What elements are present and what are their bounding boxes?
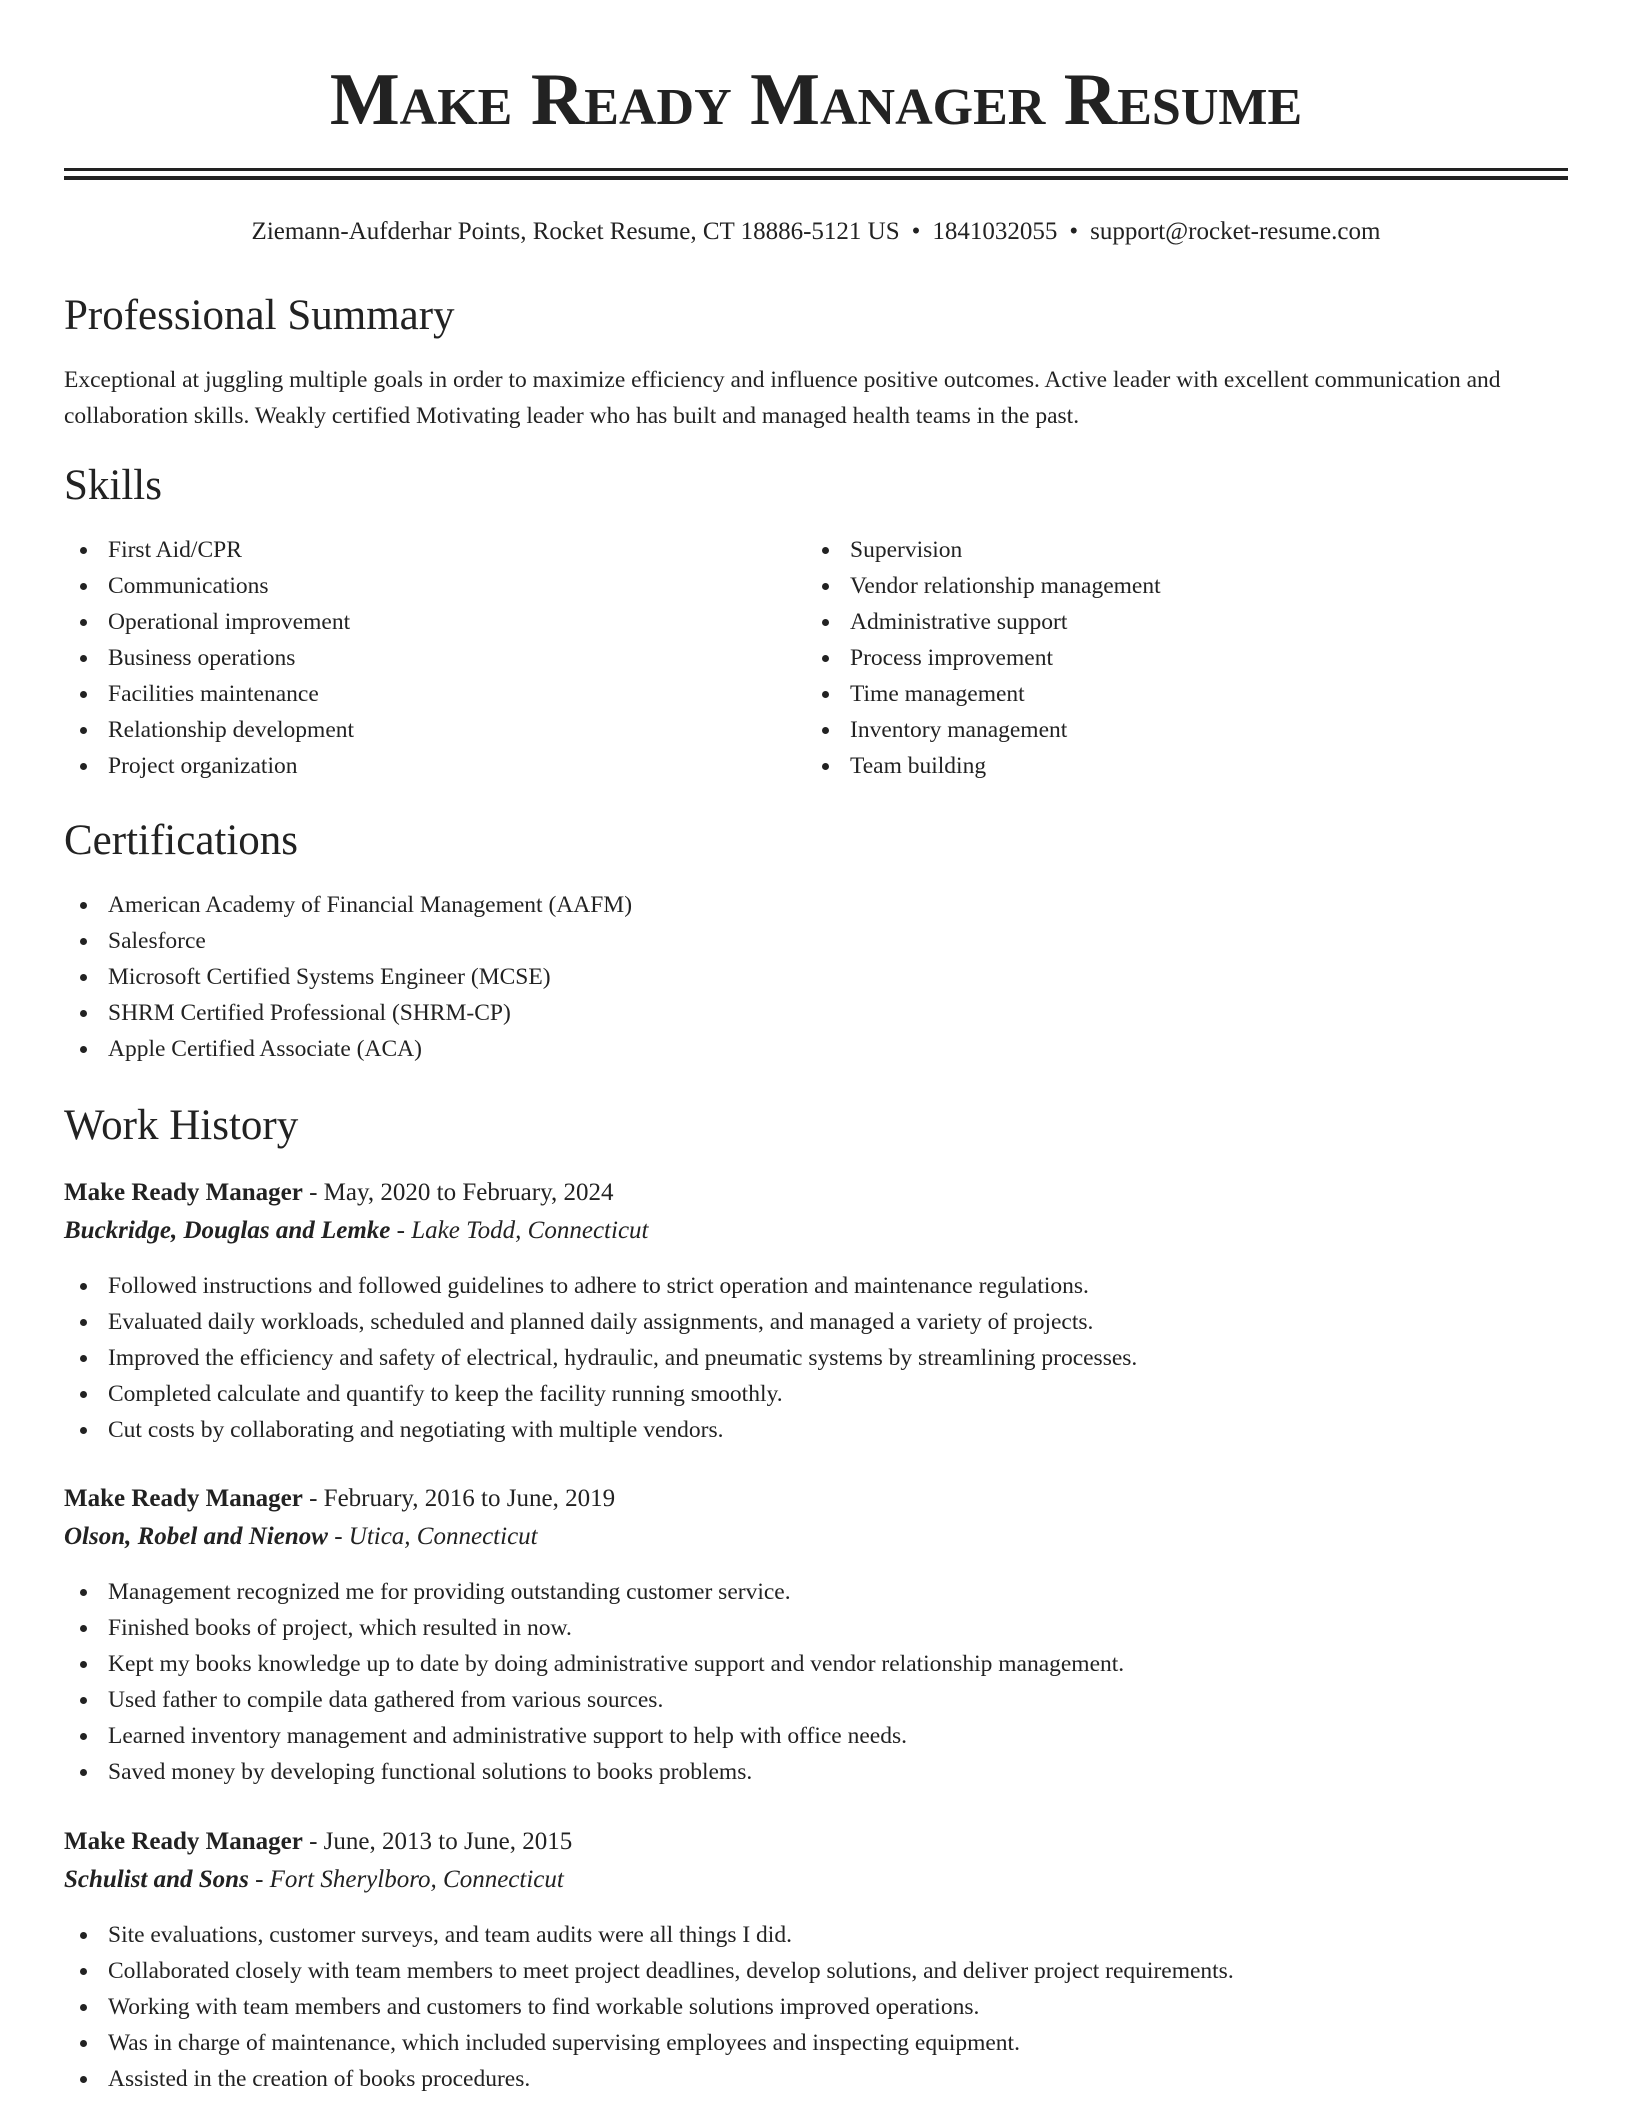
job-company: Buckridge, Douglas and Lemke bbox=[64, 1217, 391, 1244]
contact-line bbox=[64, 214, 1568, 250]
job-bullet: Kept my books knowledge up to date by doing administrative support and vendor relationship management. bbox=[64, 1646, 1124, 1682]
skill-item: Process improvement bbox=[806, 640, 1161, 676]
skill-item: Operational improvement bbox=[64, 604, 354, 640]
skill-item: Project organization bbox=[64, 748, 354, 784]
certification-item: Salesforce bbox=[64, 923, 632, 959]
job-bullet: Cut costs by collaborating and negotiating with multiple vendors. bbox=[64, 1412, 1137, 1448]
job-dates: - June, 2013 to June, 2015 bbox=[302, 1828, 573, 1855]
job-location: - Fort Sherylboro, Connecticut bbox=[248, 1866, 564, 1893]
certification-item: Apple Certified Associate (ACA) bbox=[64, 1031, 632, 1067]
skill-item: Time management bbox=[806, 676, 1161, 712]
certification-item: American Academy of Financial Management (AAFM) bbox=[64, 887, 632, 923]
job-bullet: Improved the efficiency and safety of electrical, hydraulic, and pneumatic systems by streamlining processes. bbox=[64, 1340, 1137, 1376]
job-bullet: Finished books of project, which resulted in now. bbox=[64, 1610, 1124, 1646]
job-bullet: Completed calculate and quantify to keep the facility running smoothly. bbox=[64, 1376, 1137, 1412]
skill-item: First Aid/CPR bbox=[64, 532, 354, 568]
certification-item: Microsoft Certified Systems Engineer (MCSE) bbox=[64, 959, 632, 995]
job-bullet: Was in charge of maintenance, which included supervising employees and inspecting equipment. bbox=[64, 2025, 1234, 2061]
job-bullet: Assisted in the creation of books procedures. bbox=[64, 2061, 1234, 2097]
skills-list-right bbox=[806, 532, 1161, 784]
skill-item: Vendor relationship management bbox=[806, 568, 1161, 604]
skill-item: Facilities maintenance bbox=[64, 676, 354, 712]
job-company: Olson, Robel and Nienow bbox=[64, 1523, 328, 1550]
skill-item: Supervision bbox=[806, 532, 1161, 568]
skill-item: Inventory management bbox=[806, 712, 1161, 748]
job-dates: - May, 2020 to February, 2024 bbox=[302, 1179, 614, 1206]
title-divider-thin bbox=[64, 176, 1568, 180]
summary-text: Exceptional at juggling multiple goals in order to maximize efficiency and influence positive outcomes. Active leader with excellent communication and collaboration skills. Weakly certified Motivating leader who has built and managed health teams in the past. bbox=[64, 367, 1501, 429]
job-employer bbox=[64, 1861, 564, 1899]
job-bullets bbox=[64, 1268, 1137, 1448]
skills-heading: Skills bbox=[64, 462, 162, 509]
work-history-heading: Work History bbox=[64, 1102, 299, 1149]
skill-item: Relationship development bbox=[64, 712, 354, 748]
job-title: Make Ready Manager bbox=[64, 1485, 303, 1512]
job-employer bbox=[64, 1518, 538, 1556]
job-bullet: Collaborated closely with team members to meet project deadlines, develop solutions, and deliver project requirements. bbox=[64, 1953, 1234, 1989]
skill-item: Administrative support bbox=[806, 604, 1161, 640]
job-bullets bbox=[64, 1917, 1234, 2097]
job-location: - Lake Todd, Connecticut bbox=[390, 1217, 649, 1244]
certifications-list bbox=[64, 887, 632, 1067]
job-location: - Utica, Connecticut bbox=[327, 1523, 538, 1550]
job-bullet: Working with team members and customers to find workable solutions improved operations. bbox=[64, 1989, 1234, 2025]
job-bullet: Evaluated daily workloads, scheduled and planned daily assignments, and managed a variety of projects. bbox=[64, 1304, 1137, 1340]
job-heading bbox=[64, 1480, 615, 1518]
job-bullet: Used father to compile data gathered from various sources. bbox=[64, 1682, 1124, 1718]
job-title: Make Ready Manager bbox=[64, 1828, 303, 1855]
contact-phone: 1841032055 bbox=[932, 218, 1058, 245]
summary-heading: Professional Summary bbox=[64, 292, 455, 339]
job-employer bbox=[64, 1212, 649, 1250]
job-bullet: Management recognized me for providing outstanding customer service. bbox=[64, 1574, 1124, 1610]
job-bullets bbox=[64, 1574, 1124, 1790]
job-heading bbox=[64, 1174, 613, 1212]
certification-item: SHRM Certified Professional (SHRM-CP) bbox=[64, 995, 632, 1031]
skill-item: Communications bbox=[64, 568, 354, 604]
resume-title: Make Ready Manager Resume bbox=[329, 59, 1303, 141]
contact-separator: • bbox=[911, 218, 921, 245]
skill-item: Business operations bbox=[64, 640, 354, 676]
job-bullet: Followed instructions and followed guidelines to adhere to strict operation and maintenance regulations. bbox=[64, 1268, 1137, 1304]
skill-item: Team building bbox=[806, 748, 1161, 784]
job-heading bbox=[64, 1823, 572, 1861]
skills-list-left bbox=[64, 532, 354, 784]
job-dates: - February, 2016 to June, 2019 bbox=[302, 1485, 616, 1512]
contact-address: Ziemann-Aufderhar Points, Rocket Resume, CT 18886-5121 US bbox=[251, 218, 900, 245]
job-bullet: Saved money by developing functional solutions to books problems. bbox=[64, 1754, 1124, 1790]
job-company: Schulist and Sons bbox=[64, 1866, 249, 1893]
certifications-heading: Certifications bbox=[64, 817, 299, 864]
job-bullet: Site evaluations, customer surveys, and team audits were all things I did. bbox=[64, 1917, 1234, 1953]
job-title: Make Ready Manager bbox=[64, 1179, 303, 1206]
contact-email: support@rocket-resume.com bbox=[1090, 218, 1381, 245]
contact-separator: • bbox=[1069, 218, 1079, 245]
title-divider-thick bbox=[64, 168, 1568, 171]
job-bullet: Learned inventory management and administrative support to help with office needs. bbox=[64, 1718, 1124, 1754]
